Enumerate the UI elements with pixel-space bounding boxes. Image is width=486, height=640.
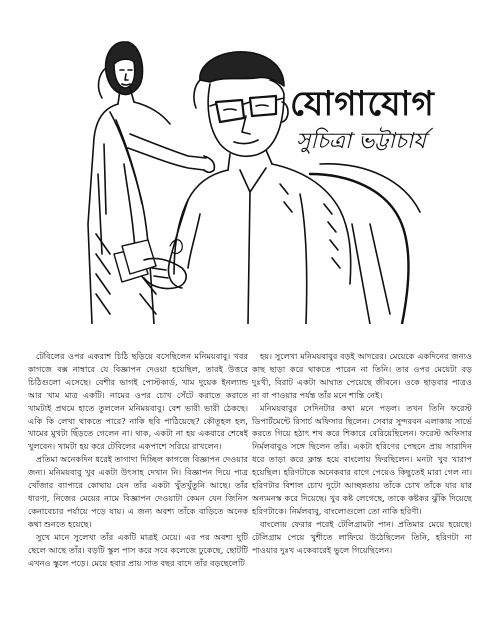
- story-title: যোগাযোগ: [290, 84, 435, 124]
- paragraph: বাংলোয় ফেরার পরেই টেলিগ্রামটা পান। প্রতিমার মেয়ে হয়েছে। টেলিগ্রাম পেয়ে খুশীতে লাফিয়ে উঠেছিলেন তিনি, হরিণটা না পাওয়ার দুঃখ একেবারেই ভুলে গিয়েছিলেন।: [252, 518, 472, 555]
- paragraph: হয়। সুলেখা মনিময়বাবুর বড়ই আদরের। মেয়েকে একদিনের জন্যও কাছ ছাড়া করে থাকতে পারেন না তিনি। তার ওপর মেয়েটা বড় দুঃখী, বিরাট একটা আঘাত পেয়েছে জীবনে। ওকে ছাড়বার পাত্রও না বা পাওয়ার পর্যন্ত তাঁর মনে শান্তি নেই।: [252, 351, 472, 400]
- title-block: [290, 85, 470, 175]
- paragraph: টেবিলের ওপর একরাশ চিঠি ছড়িয়ে বসেছিলেন মনিময়বাবু। খবর কাগজে বক্স নাম্বারে যে বিজ্ঞাপন দেওয়া হয়েছিল, তারই উত্তরে চিঠিগুলো এসেছে। বেশীর ভাগই পোস্টকার্ড, খাম দুয়েক ইনল্যান্ড আর খাম মাত্র একটি। নামের ওপর চোখ সেঁটে করাতে করাতে খামটাই প্রথমে হাতে তুললেন মনিময়বাবু। বেশ ভারী ভারী ঠেকছে। একি কি লেখা থাকতে পারে? নাকি ছবি পাঠিয়েছে? কৌতূহল হল, খামের মুখটা ছিঁড়তে গেলেন না। থাক, একটা না হয় একবারে শেষেই খুলবেন। খামটা হয় করে টেবিলের একপাশে সরিয়ে রাখলেন।: [28, 351, 248, 452]
- paragraph: সুখে মানে সুলেখা তাঁর একটি মাত্রই মেয়ে। এর পর অবশ্য দুটি ছেলে আছে তাঁর। বড়টি স্কুল পাস করে সবে কলেজে ঢুকেছে, ছোটটি এখনও স্কুলে পড়ে। মেয়ে হবার প্রায় সাত বছর বাদে তাঁর বড়ছেলেটি: [28, 531, 248, 568]
- text-column-left: [28, 350, 248, 635]
- woman-figure: [88, 42, 214, 324]
- paragraph: প্রতিমা অনেকদিন ধরেই তাগাদা দিচ্ছিল কাগজে বিজ্ঞাপন দেওয়ার জন্য। মনিময়বাবু খুব একটা উৎসাহ দেখান নি। বিজ্ঞাপন দিয়ে পাত্র খোঁজার ব্যাপারে কোথায় যেন তাঁর একটা খুঁতখুঁতুনি আছে। তাঁর ধারণা, নিজের মেয়ের নামে বিজ্ঞাপন দেওয়াটা কেমন যেন জিনিস কেনাবেচার পর্যায়ে পড়ে যায়। এ জন্য অবশ্য তাঁকে বাড়িতে অনেক কথা শুনতে হয়েছে।: [28, 454, 248, 529]
- story-author: সুচিত্রা ভট্টাচার্য: [296, 129, 426, 154]
- text-column-right: [252, 350, 472, 635]
- paragraph: মনিময়বাবুর সেদিনটার কথা মনে পড়ল। তখন তিনি ফরেস্ট ডিপার্টমেন্টে রিসার্চ অফিসার ছিলেন। সেবার সুন্দরবন এলাকায় সার্ভে করতে গিয়ে হঠাৎ শখ করে শিকারে বেরিয়েছিলেন। ফরেস্ট অফিসার নির্মলবাবুও সঙ্গে ছিলেন তাঁর। একটা হরিণের পেছনে প্রায় সারাদিন ধরে তাড়া করে ক্লান্ত হয়ে বাংলোয় ফিরছিলেন। মনটা খুব খারাপ হয়েছিল। হরিণটাকে অনেকবার বাগে পেয়েও কিছুতেই মারা গেল না। হরিণটার বিশাল চোখ দুটো আচ্ছন্নতায় তাঁকে চোখ তাঁকে যার যার অন্যমনস্ক করে দিয়েছে। খুব কষ্ট লেগেছে, তাকে কষ্টকর ঝুঁকি দিয়েছে হরিণটাকে। নির্মলবাবু, বাংলোগুলো তো নাকি হরিণী।: [252, 402, 472, 516]
